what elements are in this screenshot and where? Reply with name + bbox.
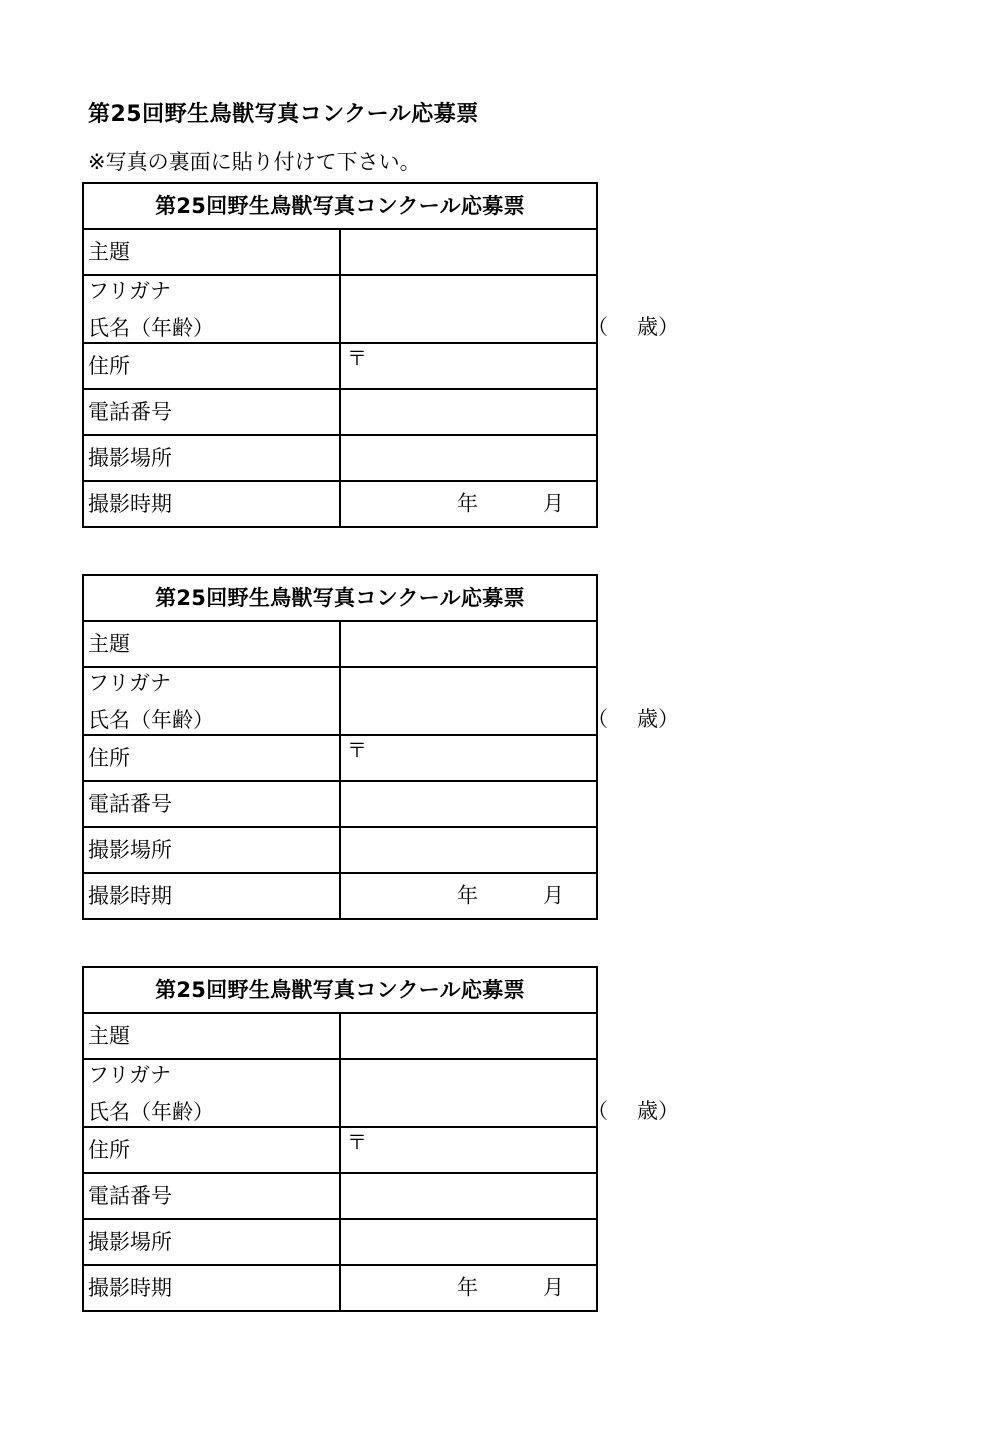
phone-field[interactable] (340, 781, 597, 827)
form-header: 第25回野生鳥獣写真コンクール応募票 (83, 183, 597, 229)
phone-field[interactable] (340, 389, 597, 435)
year-label: 年 (457, 491, 478, 516)
name-age-field[interactable] (340, 275, 679, 343)
address-field[interactable] (340, 1127, 597, 1173)
theme-label: 主題 (83, 229, 340, 275)
month-label: 月 (543, 883, 564, 908)
page-title: 第25回野生鳥獣写真コンクール応募票 (88, 102, 479, 127)
age-suffix: 歳） (637, 707, 679, 731)
period-label: 撮影時期 (83, 873, 340, 919)
location-label: 撮影場所 (83, 1219, 340, 1265)
address-field[interactable] (340, 735, 597, 781)
theme-label: 主題 (83, 1013, 340, 1059)
address-label: 住所 (83, 1127, 340, 1173)
address-label: 住所 (83, 343, 340, 389)
location-field[interactable] (340, 1219, 597, 1265)
name-age-label: 氏名（年齢） (88, 1100, 214, 1124)
age-open-paren: （ (587, 707, 608, 731)
postal-mark: 〒 (347, 346, 367, 370)
month-label: 月 (543, 491, 564, 516)
age-open-paren: （ (587, 1099, 608, 1123)
period-label: 撮影時期 (83, 1265, 340, 1311)
name-age-field[interactable] (340, 667, 679, 735)
phone-label: 電話番号 (83, 1173, 340, 1219)
year-label: 年 (457, 883, 478, 908)
page-note: ※写真の裏面に貼り付けて下さい。 (88, 150, 421, 174)
location-field[interactable] (340, 435, 597, 481)
theme-field[interactable] (340, 621, 597, 667)
phone-label: 電話番号 (83, 389, 340, 435)
form-header: 第25回野生鳥獣写真コンクール応募票 (83, 967, 597, 1013)
address-label: 住所 (83, 735, 340, 781)
postal-mark: 〒 (347, 1130, 367, 1154)
theme-field[interactable] (340, 1013, 597, 1059)
period-field[interactable] (340, 1265, 597, 1311)
age-suffix: 歳） (637, 1099, 679, 1123)
entry-form-2 (82, 574, 679, 920)
entry-form-3 (82, 966, 679, 1312)
period-field[interactable] (340, 873, 597, 919)
phone-field[interactable] (340, 1173, 597, 1219)
location-label: 撮影場所 (83, 827, 340, 873)
furigana-label: フリガナ (88, 1063, 171, 1087)
year-label: 年 (457, 1275, 478, 1300)
name-age-field[interactable] (340, 1059, 679, 1127)
period-label: 撮影時期 (83, 481, 340, 527)
location-field[interactable] (340, 827, 597, 873)
theme-field[interactable] (340, 229, 597, 275)
entry-form-1 (82, 182, 679, 528)
age-suffix: 歳） (637, 315, 679, 339)
postal-mark: 〒 (347, 738, 367, 762)
age-open-paren: （ (587, 315, 608, 339)
name-age-label: 氏名（年齢） (88, 316, 214, 340)
theme-label: 主題 (83, 621, 340, 667)
period-field[interactable] (340, 481, 597, 527)
name-label-cell (83, 275, 340, 343)
furigana-label: フリガナ (88, 279, 171, 303)
furigana-label: フリガナ (88, 671, 171, 695)
month-label: 月 (543, 1275, 564, 1300)
phone-label: 電話番号 (83, 781, 340, 827)
name-age-label: 氏名（年齢） (88, 708, 214, 732)
form-header: 第25回野生鳥獣写真コンクール応募票 (83, 575, 597, 621)
location-label: 撮影場所 (83, 435, 340, 481)
address-field[interactable] (340, 343, 597, 389)
name-label-cell (83, 1059, 340, 1127)
name-label-cell (83, 667, 340, 735)
